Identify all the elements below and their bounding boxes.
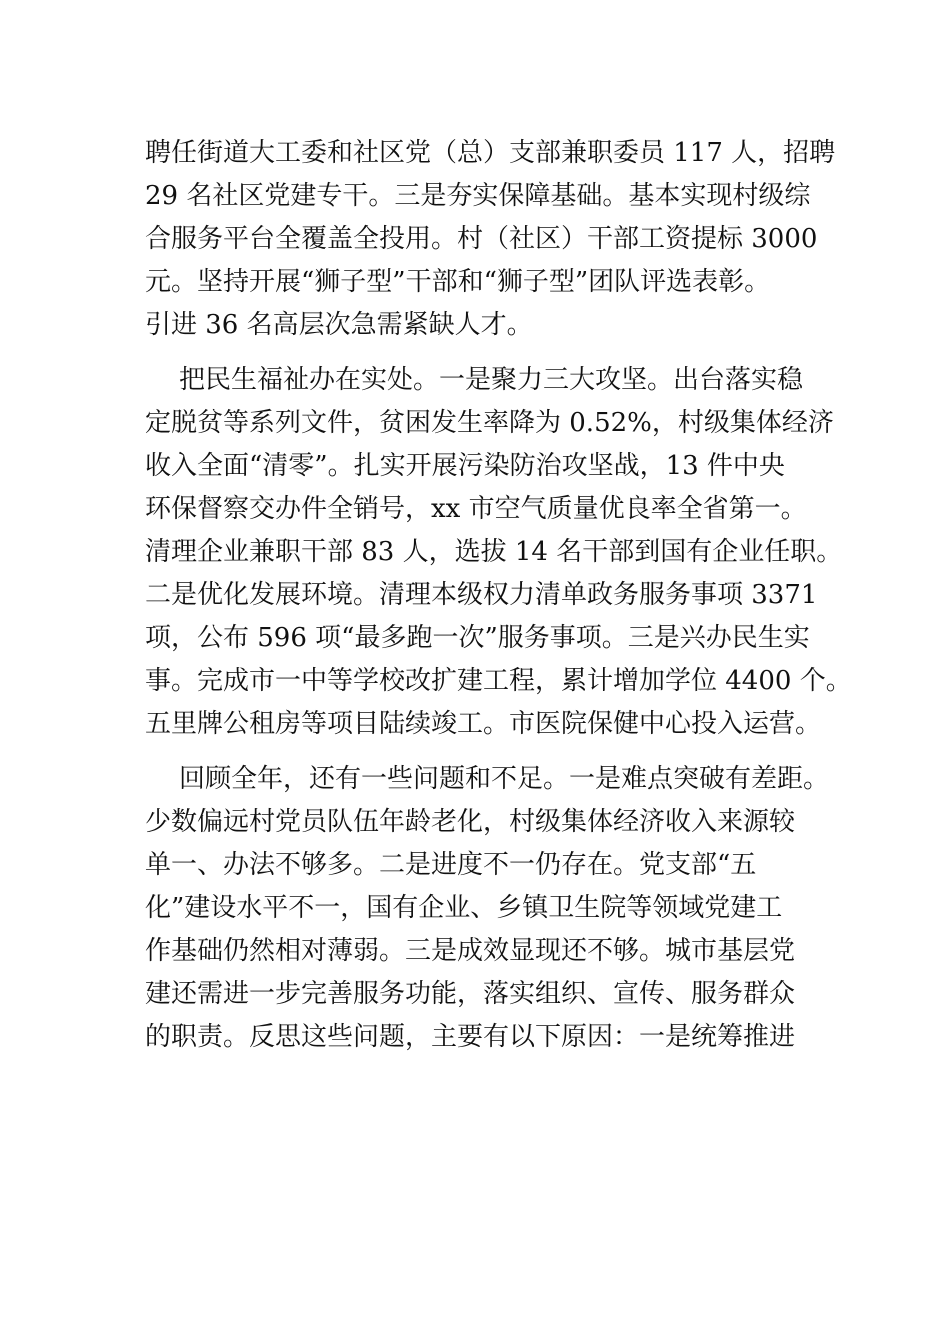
text-line: 五里牌公租房等项目陆续竣工。市医院保健中心投入运营。 <box>145 709 822 739</box>
paragraph-review <box>145 758 830 1059</box>
text-line: 清理企业兼职干部 83 人，选拔 14 名干部到国有企业任职。 <box>145 537 843 567</box>
text-line: 少数偏远村党员队伍年龄老化，村级集体经济收入来源较 <box>145 807 796 837</box>
text-line: 建还需进一步完善服务功能，落实组织、宣传、服务群众 <box>145 979 796 1009</box>
text-line: 引进 36 名高层次急需紧缺人才。 <box>145 310 533 340</box>
text-line: 的职责。反思这些问题，主要有以下原因：一是统筹推进 <box>145 1022 796 1052</box>
text-line: 把民生福祉办在实处。一是聚力三大攻坚。出台落实稳 <box>179 365 804 395</box>
text-line: 事。完成市一中等学校改扩建工程，累计增加学位 4400 个。 <box>145 666 852 696</box>
document-body <box>145 132 852 1059</box>
text-line: 回顾全年，还有一些问题和不足。一是难点突破有差距。 <box>179 764 830 794</box>
text-line: 项，公布 596 项“最多跑一次”服务事项。三是兴办民生实 <box>145 623 810 653</box>
text-line: 聘任街道大工委和社区党（总）支部兼职委员 117 人，招聘 <box>145 138 836 168</box>
text-line: 化”建设水平不一，国有企业、乡镇卫生院等领域党建工 <box>145 893 783 923</box>
text-line: 元。坚持开展“狮子型”干部和“狮子型”团队评选表彰。 <box>145 267 771 297</box>
paragraph-talent <box>145 132 836 347</box>
text-line: 收入全面“清零”。扎实开展污染防治攻坚战，13 件中央 <box>145 451 785 481</box>
paragraph-spacer <box>145 746 815 758</box>
paragraph-livelihood <box>145 359 852 746</box>
text-line: 29 名社区党建专干。三是夯实保障基础。基本实现村级综 <box>145 181 811 211</box>
text-line: 二是优化发展环境。清理本级权力清单政务服务事项 3371 <box>145 580 818 610</box>
text-line: 合服务平台全覆盖全投用。村（社区）干部工资提标 3000 <box>145 224 818 254</box>
text-line: 定脱贫等系列文件，贫困发生率降为 0.52%，村级集体经济 <box>145 408 834 438</box>
paragraph-spacer <box>145 347 815 359</box>
text-line: 环保督察交办件全销号，xx 市空气质量优良率全省第一。 <box>145 494 807 524</box>
text-line: 作基础仍然相对薄弱。三是成效显现还不够。城市基层党 <box>145 936 796 966</box>
text-line: 单一、办法不够多。二是进度不一仍存在。党支部“五 <box>145 850 757 880</box>
